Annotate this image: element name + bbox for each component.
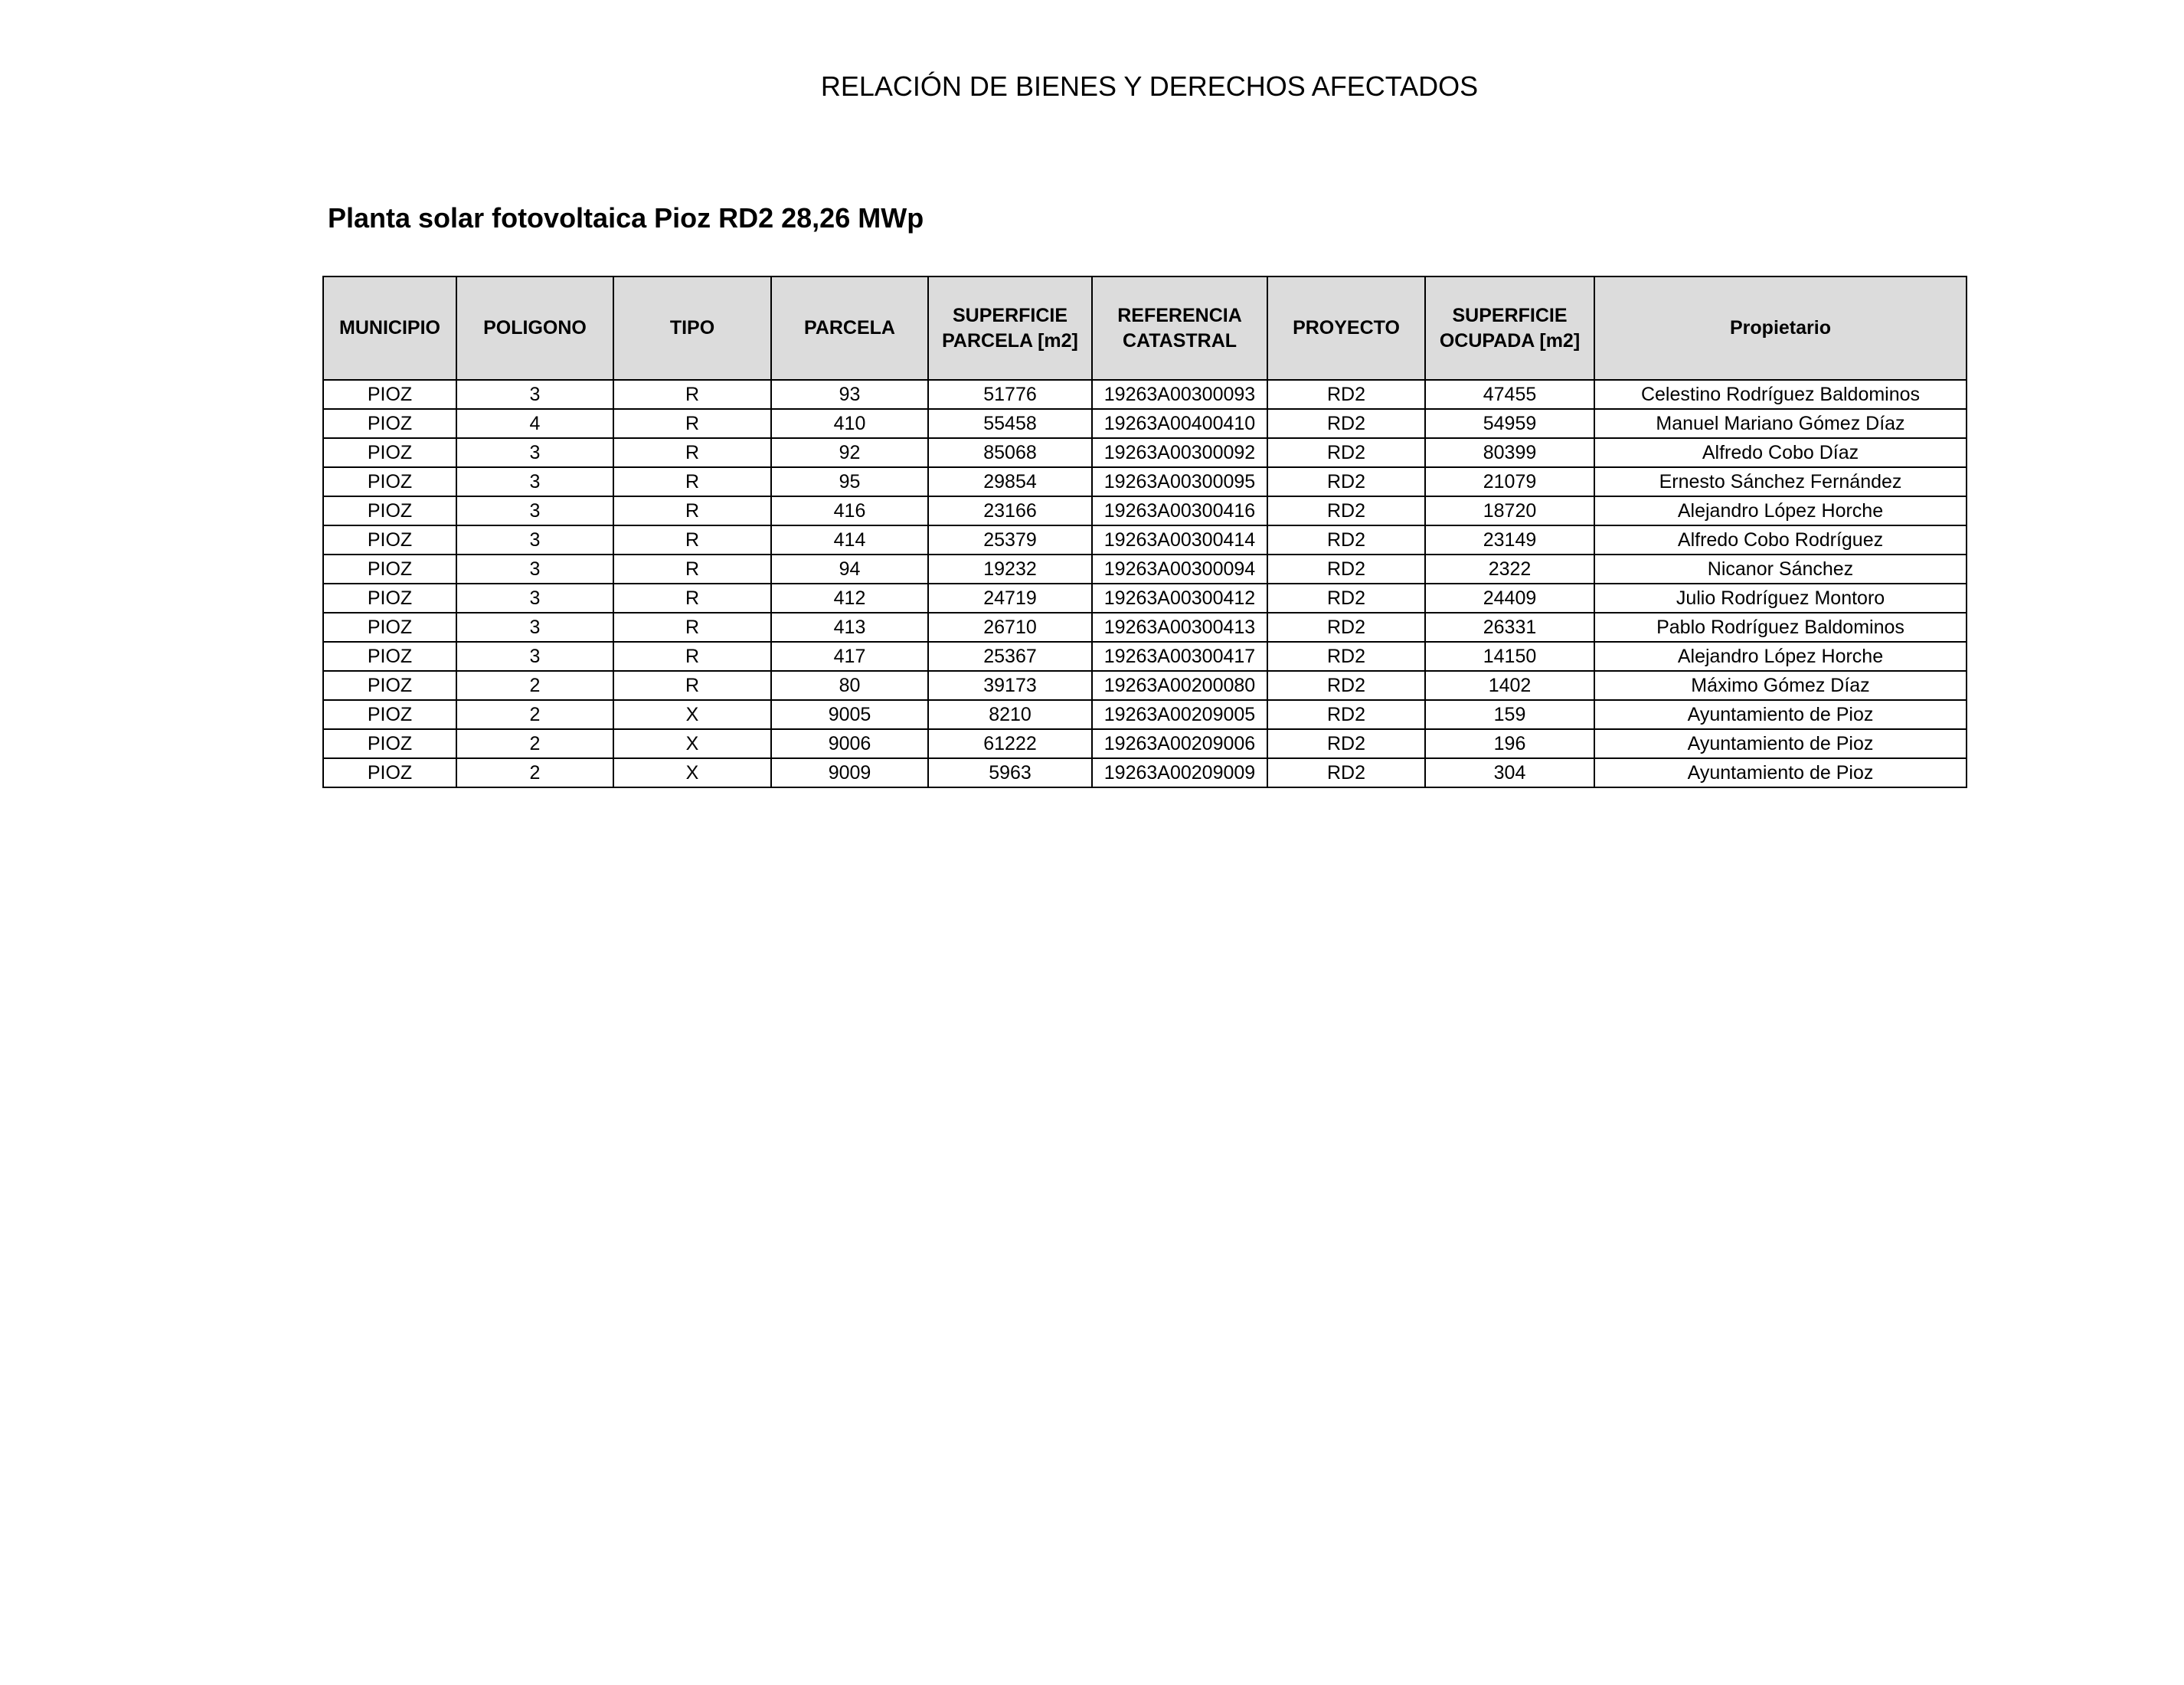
cell-superficie-ocupada: 14150 <box>1425 642 1594 671</box>
table-row <box>323 584 1967 613</box>
cell-propietario: Alejandro López Horche <box>1594 642 1967 671</box>
cell-propietario: Alfredo Cobo Rodríguez <box>1594 525 1967 555</box>
header-superficie-ocupada-line2: OCUPADA [m2] <box>1439 329 1581 352</box>
cell-tipo: R <box>613 642 771 671</box>
cell-referencia-catastral: 19263A00209009 <box>1092 758 1267 787</box>
cell-parcela: 416 <box>771 496 928 525</box>
table-row <box>323 555 1967 584</box>
cell-poligono: 3 <box>456 584 613 613</box>
table-row <box>323 409 1967 438</box>
cell-tipo: R <box>613 525 771 555</box>
cell-municipio: PIOZ <box>323 671 456 700</box>
cell-propietario: Alejandro López Horche <box>1594 496 1967 525</box>
header-superficie-parcela-line1: SUPERFICIE <box>952 304 1068 326</box>
table-body <box>323 380 1967 787</box>
cell-superficie-ocupada: 18720 <box>1425 496 1594 525</box>
cell-tipo: R <box>613 467 771 496</box>
header-proyecto: PROYECTO <box>1267 276 1425 380</box>
cell-superficie-parcela: 26710 <box>928 613 1092 642</box>
cell-propietario: Ayuntamiento de Pioz <box>1594 758 1967 787</box>
table-row <box>323 758 1967 787</box>
cell-proyecto: RD2 <box>1267 380 1425 409</box>
header-superficie-parcela-line2: PARCELA [m2] <box>942 329 1078 352</box>
cell-tipo: R <box>613 671 771 700</box>
cell-referencia-catastral: 19263A00400410 <box>1092 409 1267 438</box>
header-row <box>323 276 1967 380</box>
table-row <box>323 671 1967 700</box>
cell-referencia-catastral: 19263A00300092 <box>1092 438 1267 467</box>
cell-superficie-ocupada: 196 <box>1425 729 1594 758</box>
cell-superficie-ocupada: 47455 <box>1425 380 1594 409</box>
cell-referencia-catastral: 19263A00200080 <box>1092 671 1267 700</box>
cell-poligono: 3 <box>456 496 613 525</box>
cell-tipo: R <box>613 555 771 584</box>
cell-parcela: 413 <box>771 613 928 642</box>
cell-poligono: 4 <box>456 409 613 438</box>
header-referencia-line1: REFERENCIA <box>1117 304 1242 326</box>
cell-poligono: 3 <box>456 642 613 671</box>
cell-tipo: R <box>613 584 771 613</box>
cell-poligono: 3 <box>456 467 613 496</box>
cell-proyecto: RD2 <box>1267 409 1425 438</box>
cell-superficie-parcela: 8210 <box>928 700 1092 729</box>
header-referencia-line2: CATASTRAL <box>1122 329 1237 352</box>
cell-referencia-catastral: 19263A00300093 <box>1092 380 1267 409</box>
table-row <box>323 438 1967 467</box>
cell-propietario: Ayuntamiento de Pioz <box>1594 700 1967 729</box>
cell-superficie-ocupada: 159 <box>1425 700 1594 729</box>
cell-superficie-parcela: 25379 <box>928 525 1092 555</box>
cell-superficie-parcela: 23166 <box>928 496 1092 525</box>
cell-proyecto: RD2 <box>1267 525 1425 555</box>
cell-referencia-catastral: 19263A00300413 <box>1092 613 1267 642</box>
cell-poligono: 2 <box>456 729 613 758</box>
cell-proyecto: RD2 <box>1267 496 1425 525</box>
cell-proyecto: RD2 <box>1267 758 1425 787</box>
cell-propietario: Ernesto Sánchez Fernández <box>1594 467 1967 496</box>
cell-referencia-catastral: 19263A00209005 <box>1092 700 1267 729</box>
cell-municipio: PIOZ <box>323 613 456 642</box>
cell-superficie-parcela: 51776 <box>928 380 1092 409</box>
cell-tipo: R <box>613 496 771 525</box>
cell-tipo: X <box>613 758 771 787</box>
cell-municipio: PIOZ <box>323 525 456 555</box>
cell-poligono: 3 <box>456 525 613 555</box>
cell-parcela: 92 <box>771 438 928 467</box>
parcels-table <box>322 276 1967 788</box>
cell-superficie-parcela: 24719 <box>928 584 1092 613</box>
cell-superficie-parcela: 61222 <box>928 729 1092 758</box>
cell-municipio: PIOZ <box>323 729 456 758</box>
cell-propietario: Alfredo Cobo Díaz <box>1594 438 1967 467</box>
header-parcela: PARCELA <box>771 276 928 380</box>
table-header <box>323 276 1967 380</box>
cell-poligono: 3 <box>456 380 613 409</box>
header-municipio: MUNICIPIO <box>323 276 456 380</box>
cell-superficie-parcela: 5963 <box>928 758 1092 787</box>
page-title: RELACIÓN DE BIENES Y DERECHOS AFECTADOS <box>820 70 1479 102</box>
header-superficie-ocupada-line1: SUPERFICIE <box>1452 304 1568 326</box>
cell-municipio: PIOZ <box>323 642 456 671</box>
cell-municipio: PIOZ <box>323 467 456 496</box>
cell-superficie-parcela: 55458 <box>928 409 1092 438</box>
cell-parcela: 9006 <box>771 729 928 758</box>
cell-municipio: PIOZ <box>323 555 456 584</box>
cell-proyecto: RD2 <box>1267 729 1425 758</box>
header-superficie-ocupada <box>1425 276 1594 380</box>
header-superficie-parcela <box>928 276 1092 380</box>
cell-parcela: 412 <box>771 584 928 613</box>
header-tipo: TIPO <box>613 276 771 380</box>
cell-municipio: PIOZ <box>323 758 456 787</box>
cell-parcela: 95 <box>771 467 928 496</box>
cell-poligono: 2 <box>456 758 613 787</box>
cell-propietario: Manuel Mariano Gómez Díaz <box>1594 409 1967 438</box>
cell-superficie-ocupada: 1402 <box>1425 671 1594 700</box>
cell-propietario: Ayuntamiento de Pioz <box>1594 729 1967 758</box>
cell-superficie-parcela: 85068 <box>928 438 1092 467</box>
cell-poligono: 3 <box>456 555 613 584</box>
cell-referencia-catastral: 19263A00300414 <box>1092 525 1267 555</box>
cell-tipo: R <box>613 409 771 438</box>
cell-referencia-catastral: 19263A00300094 <box>1092 555 1267 584</box>
cell-parcela: 414 <box>771 525 928 555</box>
cell-propietario: Celestino Rodríguez Baldominos <box>1594 380 1967 409</box>
cell-referencia-catastral: 19263A00300417 <box>1092 642 1267 671</box>
table-row <box>323 380 1967 409</box>
header-propietario: Propietario <box>1594 276 1967 380</box>
table-row <box>323 525 1967 555</box>
cell-superficie-parcela: 29854 <box>928 467 1092 496</box>
cell-proyecto: RD2 <box>1267 700 1425 729</box>
cell-tipo: X <box>613 729 771 758</box>
cell-superficie-ocupada: 21079 <box>1425 467 1594 496</box>
cell-proyecto: RD2 <box>1267 584 1425 613</box>
cell-proyecto: RD2 <box>1267 555 1425 584</box>
cell-tipo: R <box>613 438 771 467</box>
cell-parcela: 9009 <box>771 758 928 787</box>
cell-poligono: 2 <box>456 700 613 729</box>
cell-poligono: 3 <box>456 438 613 467</box>
cell-superficie-parcela: 19232 <box>928 555 1092 584</box>
cell-referencia-catastral: 19263A00300095 <box>1092 467 1267 496</box>
cell-superficie-ocupada: 23149 <box>1425 525 1594 555</box>
cell-propietario: Julio Rodríguez Montoro <box>1594 584 1967 613</box>
cell-municipio: PIOZ <box>323 496 456 525</box>
cell-parcela: 9005 <box>771 700 928 729</box>
cell-proyecto: RD2 <box>1267 642 1425 671</box>
cell-tipo: X <box>613 700 771 729</box>
cell-poligono: 3 <box>456 613 613 642</box>
cell-propietario: Nicanor Sánchez <box>1594 555 1967 584</box>
table-row <box>323 729 1967 758</box>
table-row <box>323 496 1967 525</box>
cell-municipio: PIOZ <box>323 584 456 613</box>
table-row <box>323 467 1967 496</box>
cell-superficie-ocupada: 26331 <box>1425 613 1594 642</box>
cell-parcela: 94 <box>771 555 928 584</box>
cell-parcela: 410 <box>771 409 928 438</box>
cell-municipio: PIOZ <box>323 438 456 467</box>
cell-municipio: PIOZ <box>323 700 456 729</box>
cell-referencia-catastral: 19263A00300412 <box>1092 584 1267 613</box>
cell-propietario: Pablo Rodríguez Baldominos <box>1594 613 1967 642</box>
table-row <box>323 613 1967 642</box>
table-row <box>323 642 1967 671</box>
cell-superficie-parcela: 39173 <box>928 671 1092 700</box>
cell-proyecto: RD2 <box>1267 438 1425 467</box>
header-poligono: POLIGONO <box>456 276 613 380</box>
cell-referencia-catastral: 19263A00209006 <box>1092 729 1267 758</box>
cell-proyecto: RD2 <box>1267 467 1425 496</box>
cell-proyecto: RD2 <box>1267 613 1425 642</box>
cell-municipio: PIOZ <box>323 380 456 409</box>
cell-municipio: PIOZ <box>323 409 456 438</box>
cell-parcela: 417 <box>771 642 928 671</box>
cell-superficie-ocupada: 304 <box>1425 758 1594 787</box>
cell-parcela: 93 <box>771 380 928 409</box>
cell-superficie-parcela: 25367 <box>928 642 1092 671</box>
cell-referencia-catastral: 19263A00300416 <box>1092 496 1267 525</box>
cell-poligono: 2 <box>456 671 613 700</box>
cell-superficie-ocupada: 54959 <box>1425 409 1594 438</box>
cell-superficie-ocupada: 2322 <box>1425 555 1594 584</box>
cell-superficie-ocupada: 80399 <box>1425 438 1594 467</box>
cell-propietario: Máximo Gómez Díaz <box>1594 671 1967 700</box>
cell-superficie-ocupada: 24409 <box>1425 584 1594 613</box>
header-referencia-catastral <box>1092 276 1267 380</box>
document-subtitle: Planta solar fotovoltaica Pioz RD2 28,26 MWp <box>328 202 924 234</box>
cell-parcela: 80 <box>771 671 928 700</box>
cell-tipo: R <box>613 380 771 409</box>
cell-tipo: R <box>613 613 771 642</box>
cell-proyecto: RD2 <box>1267 671 1425 700</box>
table-row <box>323 700 1967 729</box>
